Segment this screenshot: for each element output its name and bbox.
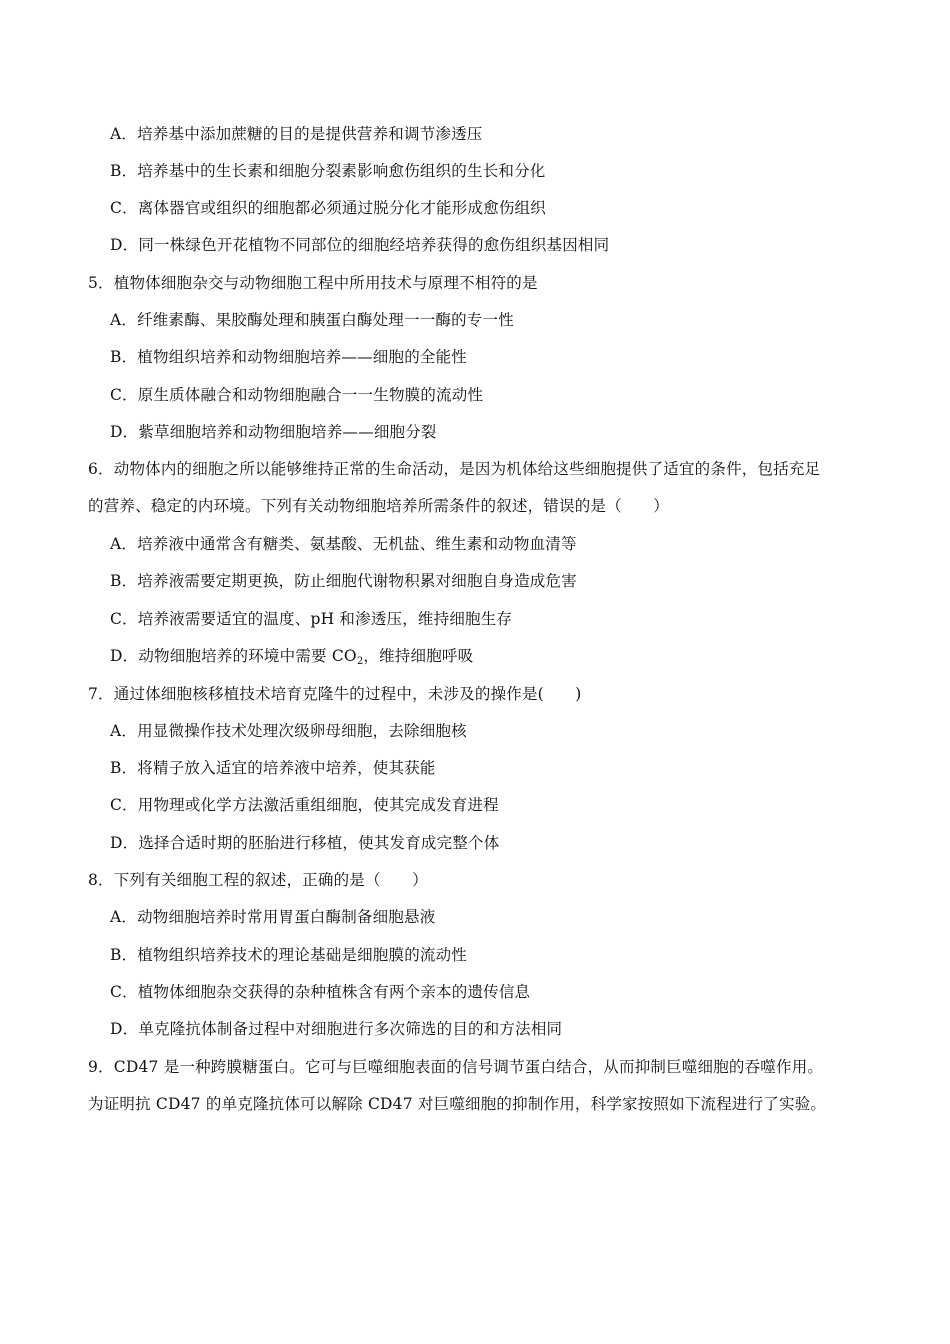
- q6-option-c: C．培养液需要适宜的温度、pH 和渗透压，维持细胞生存: [110, 610, 513, 628]
- q8-option-c: C．植物体细胞杂交获得的杂种植株含有两个亲本的遗传信息: [110, 983, 531, 1001]
- q4-option-b: B．培养基中的生长素和细胞分裂素影响愈伤组织的生长和分化: [110, 162, 546, 180]
- q9-stem-line2: 为证明抗 CD47 的单克隆抗体可以解除 CD47 对巨噬细胞的抑制作用，科学家按照如下流程进行了实验。: [88, 1095, 827, 1113]
- q6-option-a: A．培养液中通常含有糖类、氨基酸、无机盐、维生素和动物血清等: [110, 535, 577, 553]
- q4-option-c: C．离体器官或组织的细胞都必须通过脱分化才能形成愈伤组织: [110, 199, 546, 217]
- q8-option-a: A．动物细胞培养时常用胃蛋白酶制备细胞悬液: [110, 908, 436, 926]
- q6-option-d-prefix: D．动物细胞培养的环境中需要 CO: [110, 647, 357, 665]
- q5-option-d: D．紫草细胞培养和动物细胞培养——细胞分裂: [110, 423, 437, 441]
- q6-stem-line1: 6．动物体内的细胞之所以能够维持正常的生命活动，是因为机体给这些细胞提供了适宜的条件，包括充足: [88, 460, 821, 478]
- q6-option-d-suffix: ，维持细胞呼吸: [363, 647, 474, 665]
- q6-stem-line2: 的营养、稳定的内环境。下列有关动物细胞培养所需条件的叙述，错误的是（ ）: [88, 497, 669, 515]
- q5-stem: 5．植物体细胞杂交与动物细胞工程中所用技术与原理不相符的是: [88, 274, 538, 292]
- q7-option-b: B．将精子放入适宜的培养液中培养，使其获能: [110, 759, 436, 777]
- q5-option-c: C．原生质体融合和动物细胞融合一一生物膜的流动性: [110, 386, 484, 404]
- q6-option-d: [110, 646, 473, 666]
- q6-option-d-subscript: 2: [356, 656, 364, 667]
- q9-stem-line1: 9．CD47 是一种跨膜糖蛋白。它可与巨噬细胞表面的信号调节蛋白结合，从而抑制巨噬细胞的吞噬作用。: [88, 1058, 824, 1076]
- q8-option-b: B．植物组织培养技术的理论基础是细胞膜的流动性: [110, 946, 467, 964]
- q7-option-d: D．选择合适时期的胚胎进行移植，使其发育成完整个体: [110, 834, 500, 852]
- q5-option-a: A．纤维素酶、果胶酶处理和胰蛋白酶处理一一酶的专一性: [110, 311, 514, 329]
- q8-option-d: D．单克隆抗体制备过程中对细胞进行多次筛选的目的和方法相同: [110, 1020, 563, 1038]
- q8-stem: 8．下列有关细胞工程的叙述，正确的是（ ）: [88, 871, 428, 889]
- q7-option-c: C．用物理或化学方法激活重组细胞，使其完成发育进程: [110, 796, 499, 814]
- q4-option-a: A．培养基中添加蔗糖的目的是提供营养和调节渗透压: [110, 125, 483, 143]
- q5-option-b: B．植物组织培养和动物细胞培养——细胞的全能性: [110, 348, 467, 366]
- q6-option-b: B．培养液需要定期更换，防止细胞代谢物积累对细胞自身造成危害: [110, 572, 577, 590]
- q7-stem: 7．通过体细胞核移植技术培育克隆牛的过程中，未涉及的操作是( ): [88, 685, 582, 703]
- q7-option-a: A．用显微操作技术处理次级卵母细胞，去除细胞核: [110, 722, 467, 740]
- q4-option-d: D．同一株绿色开花植物不同部位的细胞经培养获得的愈伤组织基因相同: [110, 236, 610, 254]
